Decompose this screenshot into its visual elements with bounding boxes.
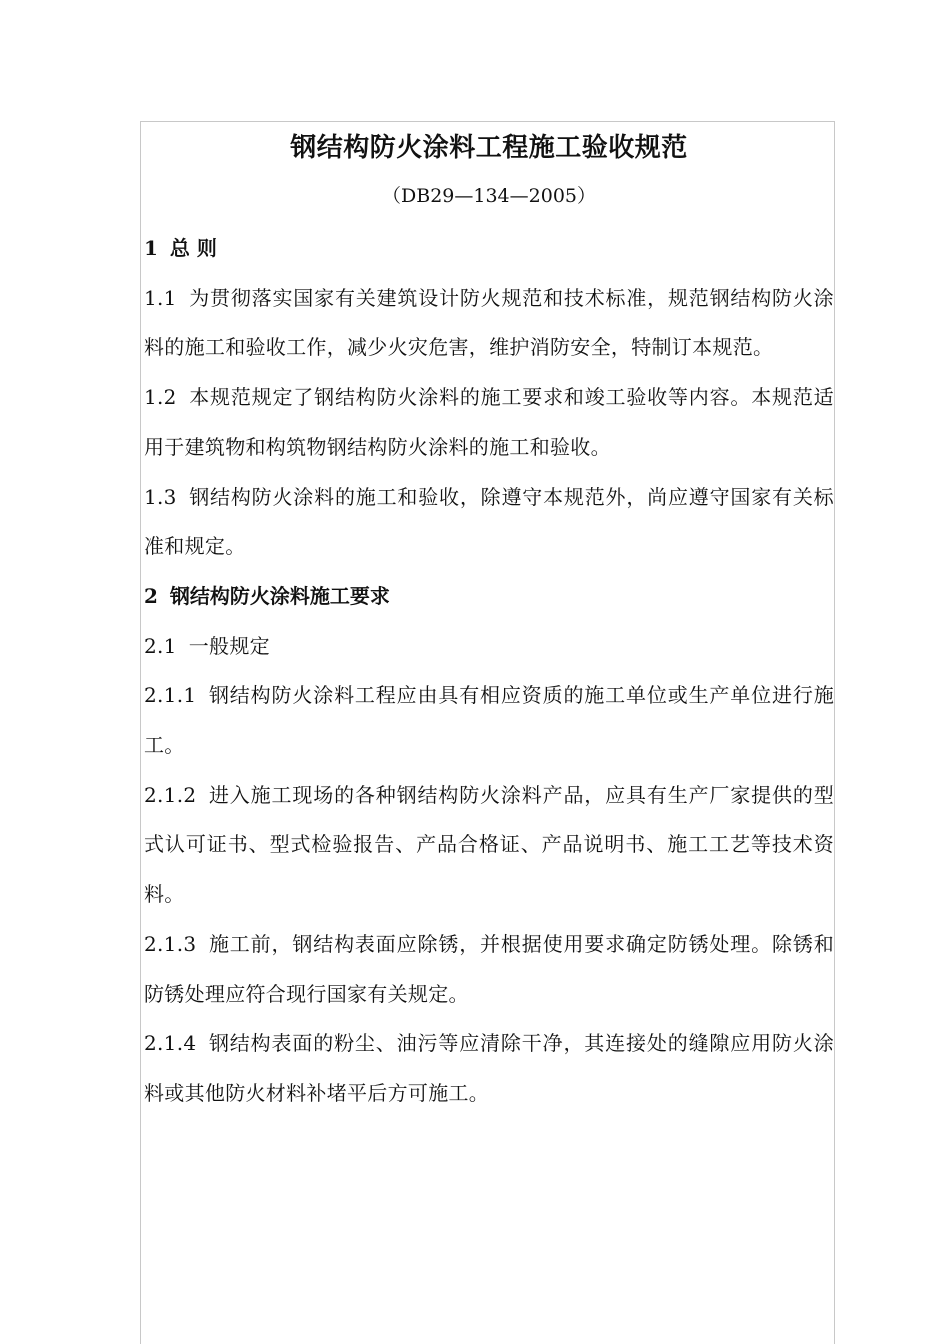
- clause-number: 2.1.3: [144, 931, 197, 956]
- clause-text: 施工前，钢结构表面应除锈，并根据使用要求确定防锈处理。除锈和防锈处理应符合现行国家有关规定。: [144, 931, 834, 1006]
- clause-text: 进入施工现场的各种钢结构防火涂料产品，应具有生产厂家提供的型式认可证书、型式检验报告、产品合格证、产品说明书、施工工艺等技术资料。: [144, 782, 834, 907]
- document-title: 钢结构防火涂料工程施工验收规范: [290, 133, 688, 163]
- clause-2-1-3: [144, 920, 834, 1019]
- clause-number: 2.1.1: [144, 683, 197, 708]
- clause-number: 2.1.4: [144, 1031, 197, 1056]
- clause-2-1-2: [144, 771, 834, 920]
- section-number: 1: [144, 236, 158, 260]
- clause-text: 为贯彻落实国家有关建筑设计防火规范和技术标准，规范钢结构防火涂料的施工和验收工作，减少火灾危害，维护消防安全，特制订本规范。: [144, 285, 834, 360]
- clause-2-1-4: [144, 1019, 834, 1118]
- clause-2-1-1: [144, 671, 834, 770]
- document-body: [144, 122, 834, 1119]
- clause-number: 2.1: [144, 633, 177, 658]
- clause-number: 1.2: [144, 385, 177, 410]
- section-title: 钢结构防火涂料施工要求: [169, 583, 390, 608]
- section-number: 2: [144, 583, 158, 608]
- clause-1-1: [144, 274, 834, 373]
- clause-1-2: [144, 373, 834, 472]
- section-heading-1: [144, 224, 834, 274]
- clause-text: 一般规定: [188, 633, 270, 658]
- section-title: 总 则: [169, 236, 217, 260]
- clause-text: 钢结构防火涂料工程应由具有相应资质的施工单位或生产单位进行施工。: [144, 683, 834, 758]
- clause-number: 2.1.2: [144, 782, 197, 807]
- document-code: （DB29—134—2005）: [382, 185, 596, 207]
- section-heading-2: [144, 572, 834, 622]
- clause-text: 钢结构防火涂料的施工和验收，除遵守本规范外，尚应遵守国家有关标准和规定。: [144, 484, 834, 559]
- clause-number: 1.3: [144, 484, 177, 509]
- clause-2-1: [144, 622, 834, 672]
- clause-text: 本规范规定了钢结构防火涂料的施工要求和竣工验收等内容。本规范适用于建筑物和构筑物钢结构防火涂料的施工和验收。: [144, 385, 834, 459]
- clause-number: 1.1: [144, 285, 177, 310]
- clause-text: 钢结构表面的粉尘、油污等应清除干净，其连接处的缝隙应用防火涂料或其他防火材料补堵平后方可施工。: [144, 1031, 834, 1105]
- clause-1-3: [144, 473, 834, 572]
